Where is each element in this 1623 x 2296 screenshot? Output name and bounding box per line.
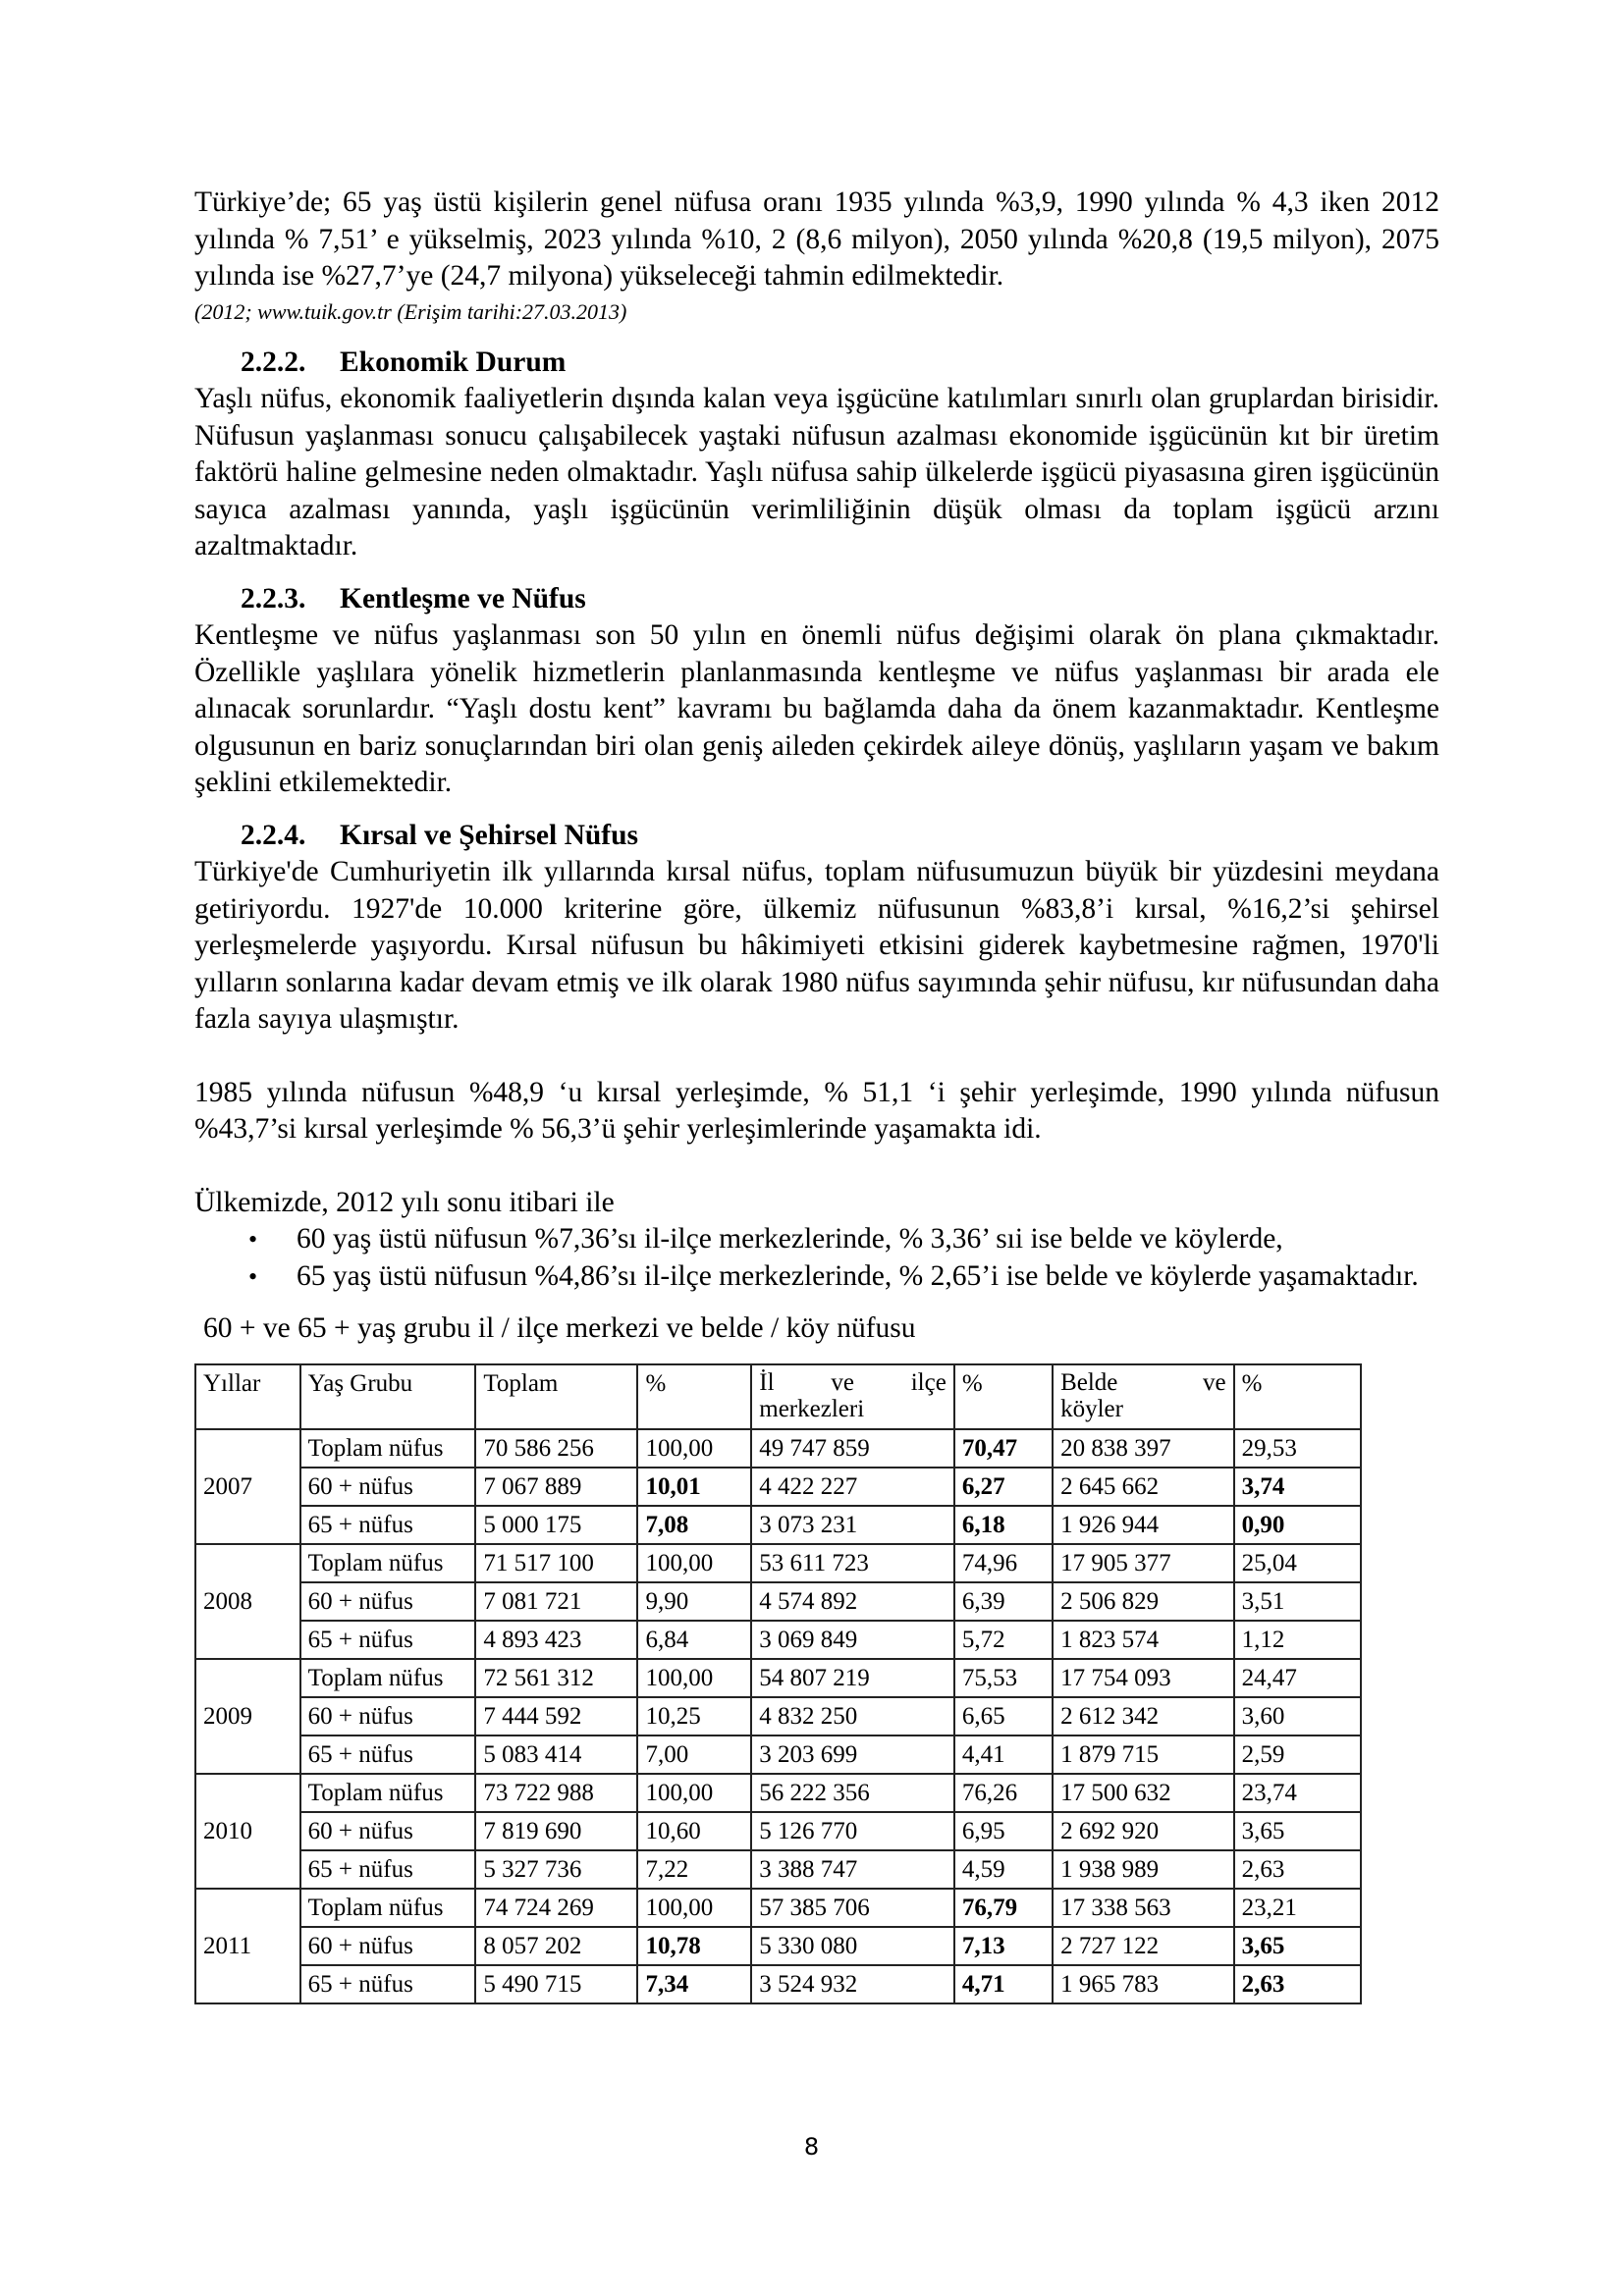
section-number: 2.2.2. bbox=[241, 346, 306, 378]
summary-lead: Ülkemizde, 2012 yılı sonu itibari ile bbox=[194, 1186, 615, 1218]
section-heading bbox=[194, 345, 1439, 382]
bullet-icon: • bbox=[248, 1261, 258, 1291]
section-economic-status bbox=[194, 345, 1439, 565]
year-cell: 2009 bbox=[195, 1659, 300, 1774]
table-row: 60 + nüfus 7 819 690 10,60 5 126 770 6,95 2 692 920 3,65 bbox=[195, 1812, 1361, 1850]
table-row: 60 + nüfus 7 081 721 9,90 4 574 892 6,39 2 506 829 3,51 bbox=[195, 1582, 1361, 1621]
section-title: Kırsal ve Şehirsel Nüfus bbox=[340, 819, 639, 851]
table-row: 2008 Toplam nüfus 71 517 100 100,00 53 611 723 74,96 17 905 377 25,04 bbox=[195, 1544, 1361, 1582]
section-urbanization bbox=[194, 581, 1439, 802]
header-years: Yıllar bbox=[195, 1364, 300, 1429]
table-row: 60 + nüfus 7 444 592 10,25 4 832 250 6,65 2 612 342 3,60 bbox=[195, 1697, 1361, 1735]
table-row: 60 + nüfus 8 057 202 10,78 5 330 080 7,13 2 727 122 3,65 bbox=[195, 1927, 1361, 1965]
rural-urban-paragraph: 1985 yılında nüfusun %48,9 ‘u kırsal yerleşimde, % 51,1 ‘i şehir yerleşimde, 1990 yılında nüfusun %43,7’si kırsal yerleşimde % 56,3’ü şehir yerleşimlerinde yaşamakta idi. bbox=[194, 1076, 1439, 1145]
page-number: 8 bbox=[803, 2133, 820, 2161]
table-row: 65 + nüfus 5 327 736 7,22 3 388 747 4,59 1 938 989 2,63 bbox=[195, 1850, 1361, 1889]
section-number: 2.2.4. bbox=[241, 819, 306, 851]
citation: (2012; www.tuik.gov.tr (Erişim tarihi:27.03.2013) bbox=[194, 298, 627, 324]
table-row: 65 + nüfus 5 490 715 7,34 3 524 932 4,71 1 965 783 2,63 bbox=[195, 1965, 1361, 2003]
section-heading bbox=[194, 818, 1439, 855]
list-item: • 60 yaş üstü nüfusun %7,36’sı il-ilçe merkezlerinde, % 3,36’ sıi ise belde ve köylerde, bbox=[194, 1221, 1439, 1258]
section-heading bbox=[194, 581, 1439, 618]
table-header-row bbox=[195, 1364, 1361, 1429]
table-row: 65 + nüfus 4 893 423 6,84 3 069 849 5,72 1 823 574 1,12 bbox=[195, 1621, 1361, 1659]
section-title: Ekonomik Durum bbox=[340, 346, 567, 378]
section-paragraph: Yaşlı nüfus, ekonomik faaliyetlerin dışında kalan veya işgücüne katılımları sınırlı olan gruplardan birisidir. Nüfusun yaşlanması sonucu çalışabilecek yaştaki nüfusun azalması ekonomide işgücünün kıt bir üretim faktörü haline gelmesine neden olmaktadır. Yaşlı nüfusa sahip ülkelerde işgücü piyasasına giren işgücünün sayıca azalması yanında, yaşlı işgücünün verimliliğinin düşük olması da toplam işgücü arzını azaltmaktadır. bbox=[194, 383, 1439, 561]
header-total: Toplam bbox=[475, 1364, 637, 1429]
section-paragraph: Kentleşme ve nüfus yaşlanması son 50 yılın en önemli nüfus değişimi olarak ön plana çıkmaktadır. Özellikle yaşlılara yönelik hizmetlerin planlanmasında kentleşme ve nüfus yaşlanması bir arada ele alınacak sorunlardır. “Yaşlı dostu kent” kavramı bu bağlamda daha da önem kazanmaktadır. Kentleşme olgusunun en bariz sonuçlarından biri olan geniş aileden çekirdek aileye dönüş, yaşlıların yaşam ve bakım şeklini etkilemektedir. bbox=[194, 619, 1439, 798]
year-cell: 2011 bbox=[195, 1889, 300, 2003]
section-paragraph: Türkiye'de Cumhuriyetin ilk yıllarında kırsal nüfus, toplam nüfusumuzun büyük bir yüzdesini meydana getiriyordu. 1927'de 10.000 kriterine göre, ülkemiz nüfusunun %83,8’i kırsal, %16,2’si şehirsel yerleşmelerde yaşıyordu. Kırsal nüfusun bu hâkimiyeti etkisini giderek kaybetmesine rağmen, 1970'li yılların sonlarına kadar devam etmiş ve ilk olarak 1980 nüfus sayımında şehir nüfusu, kır nüfusundan daha fazla sayıya ulaşmıştır. bbox=[194, 856, 1439, 1035]
header-percent-total: % bbox=[637, 1364, 751, 1429]
year-cell: 2008 bbox=[195, 1544, 300, 1659]
table-row: 2009 Toplam nüfus 72 561 312 100,00 54 807 219 75,53 17 754 093 24,47 bbox=[195, 1659, 1361, 1697]
year-cell: 2010 bbox=[195, 1774, 300, 1889]
section-title: Kentleşme ve Nüfus bbox=[340, 582, 586, 614]
table-row: 65 + nüfus 5 000 175 7,08 3 073 231 6,18 1 926 944 0,90 bbox=[195, 1506, 1361, 1544]
summary-bullet-list bbox=[194, 1221, 1439, 1295]
year-cell: 2007 bbox=[195, 1429, 300, 1544]
header-age-group: Yaş Grubu bbox=[300, 1364, 476, 1429]
header-percent-city: % bbox=[954, 1364, 1053, 1429]
list-item: • 65 yaş üstü nüfusun %4,86’sı il-ilçe merkezlerinde, % 2,65’i ise belde ve köylerde yaşamaktadır. bbox=[194, 1258, 1439, 1296]
document-page bbox=[194, 185, 1439, 2004]
section-number: 2.2.3. bbox=[241, 582, 306, 614]
table-row: 2010 Toplam nüfus 73 722 988 100,00 56 222 356 76,26 17 500 632 23,74 bbox=[195, 1774, 1361, 1812]
bullet-icon: • bbox=[248, 1225, 258, 1254]
section-rural-urban bbox=[194, 818, 1439, 1039]
header-city-centers: İl ve ilçe merkezleri bbox=[751, 1364, 954, 1429]
table-row: 60 + nüfus 7 067 889 10,01 4 422 227 6,27 2 645 662 3,74 bbox=[195, 1468, 1361, 1506]
header-towns-villages: Belde ve köyler bbox=[1053, 1364, 1234, 1429]
header-percent-rural: % bbox=[1234, 1364, 1361, 1429]
table-caption: 60 + ve 65 + yaş grubu il / ilçe merkezi ve belde / köy nüfusu bbox=[203, 1312, 916, 1344]
table-row: 2007 Toplam nüfus 70 586 256 100,00 49 747 859 70,47 20 838 397 29,53 bbox=[195, 1429, 1361, 1468]
table-row: 65 + nüfus 5 083 414 7,00 3 203 699 4,41 1 879 715 2,59 bbox=[195, 1735, 1361, 1774]
intro-paragraph: Türkiye’de; 65 yaş üstü kişilerin genel nüfusa oranı 1935 yılında %3,9, 1990 yılında % 4,3 iken 2012 yılında % 7,51’ e yükselmiş, 2023 yılında %10, 2 (8,6 milyon), 2050 yılında %20,8 (19,5 milyon), 2075 yılında ise %27,7’ye (24,7 milyona) yükseleceği tahmin edilmektedir. bbox=[194, 187, 1439, 292]
table-row: 2011 Toplam nüfus 74 724 269 100,00 57 385 706 76,79 17 338 563 23,21 bbox=[195, 1889, 1361, 1927]
population-table bbox=[194, 1363, 1362, 2004]
